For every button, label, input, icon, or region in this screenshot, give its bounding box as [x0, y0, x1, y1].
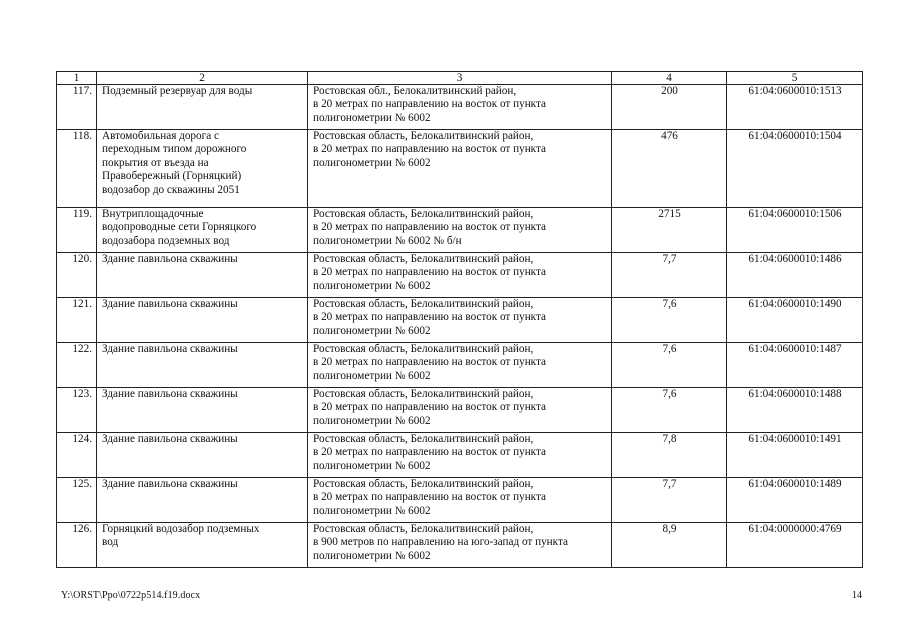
table-row	[57, 85, 863, 130]
cadastral-number: 61:04:0600010:1491	[748, 433, 842, 445]
address-line: полигонометрии № 6002	[313, 156, 431, 169]
cadastral-number-cell	[727, 478, 863, 523]
cadastral-number-cell	[727, 130, 863, 208]
row-number: 124.	[72, 433, 92, 445]
row-number-cell	[57, 343, 97, 388]
address-line: полигонометрии № 6002	[313, 111, 431, 124]
row-number-cell	[57, 253, 97, 298]
object-name-line: Здание павильона скважины	[102, 388, 238, 400]
address-line: полигонометрии № 6002	[313, 279, 431, 292]
row-number: 120.	[72, 253, 92, 265]
address-line: Ростовская область, Белокалитвинский район,	[313, 298, 534, 310]
object-name-line: Горняцкий водозабор подземных	[102, 523, 260, 535]
row-number-cell	[57, 523, 97, 568]
table-row	[57, 253, 863, 298]
row-number-cell	[57, 433, 97, 478]
cadastral-number-cell	[727, 85, 863, 130]
value-cell	[612, 130, 727, 208]
object-value: 476	[661, 130, 678, 142]
address-line: в 20 метрах по направлению на восток от пункта	[313, 266, 546, 279]
object-value: 7,6	[662, 388, 677, 400]
row-number: 121.	[72, 298, 92, 310]
cadastral-number: 61:04:0000000:4769	[748, 523, 842, 535]
value-cell	[612, 343, 727, 388]
address-line: полигонометрии № 6002	[313, 549, 431, 562]
address-line: Ростовская область, Белокалитвинский район,	[313, 478, 534, 490]
cadastral-number-cell	[727, 343, 863, 388]
cadastral-number-cell	[727, 253, 863, 298]
address-line: полигонометрии № 6002	[313, 369, 431, 382]
cadastral-number: 61:04:0600010:1504	[748, 130, 842, 142]
address-line: в 20 метрах по направлению на восток от пункта	[313, 311, 546, 324]
cadastral-number: 61:04:0600010:1488	[748, 388, 842, 400]
row-number: 118.	[72, 130, 92, 142]
value-cell	[612, 253, 727, 298]
header-col-4: 4	[612, 72, 727, 85]
row-number: 122.	[72, 343, 92, 355]
address-cell	[308, 343, 612, 388]
table-row	[57, 478, 863, 523]
address-line: полигонометрии № 6002 № б/н	[313, 234, 462, 247]
object-name-cell	[97, 343, 308, 388]
cadastral-number: 61:04:0600010:1489	[748, 478, 842, 490]
address-cell	[308, 478, 612, 523]
row-number: 126.	[72, 523, 92, 535]
object-name-cell	[97, 208, 308, 253]
table-row	[57, 433, 863, 478]
row-number: 117.	[72, 85, 92, 97]
address-line: полигонометрии № 6002	[313, 414, 431, 427]
object-name-cell	[97, 478, 308, 523]
value-cell	[612, 85, 727, 130]
object-value: 7,8	[662, 433, 677, 445]
cadastral-number: 61:04:0600010:1486	[748, 253, 842, 265]
object-name-line: покрытия от въезда на	[102, 156, 209, 169]
object-name-line: переходным типом дорожного	[102, 143, 247, 156]
row-number-cell	[57, 478, 97, 523]
object-name-cell	[97, 523, 308, 568]
cadastral-number-cell	[727, 433, 863, 478]
table-body	[57, 85, 863, 568]
object-value: 7,6	[662, 298, 677, 310]
file-path: Y:\ORST\Ppo\0722p514.f19.docx	[61, 590, 201, 601]
object-name-line: водозабор до скважины 2051	[102, 183, 240, 196]
object-name-line: Здание павильона скважины	[102, 343, 238, 355]
object-name-line: Здание павильона скважины	[102, 433, 238, 445]
address-line: Ростовская область, Белокалитвинский район,	[313, 388, 534, 400]
value-cell	[612, 388, 727, 433]
table-row	[57, 298, 863, 343]
object-value: 200	[661, 85, 678, 97]
object-name-line: Правобережный (Горняцкий)	[102, 170, 242, 183]
address-line: Ростовская область, Белокалитвинский район,	[313, 208, 534, 220]
object-name-line: Подземный резервуар для воды	[102, 85, 253, 97]
value-cell	[612, 208, 727, 253]
cadastral-number-cell	[727, 298, 863, 343]
cadastral-number: 61:04:0600010:1506	[748, 208, 842, 220]
header-col-3: 3	[308, 72, 612, 85]
object-name-line: Здание павильона скважины	[102, 478, 238, 490]
table-row	[57, 130, 863, 208]
address-line: в 20 метрах по направлению на восток от пункта	[313, 491, 546, 504]
address-line: полигонометрии № 6002	[313, 324, 431, 337]
object-value: 7,7	[662, 253, 677, 265]
object-name-line: Внутриплощадочные	[102, 208, 204, 220]
address-line: в 20 метрах по направлению на восток от пункта	[313, 356, 546, 369]
object-name-cell	[97, 130, 308, 208]
row-number-cell	[57, 208, 97, 253]
table-row	[57, 388, 863, 433]
address-line: Ростовская область, Белокалитвинский район,	[313, 343, 534, 355]
address-line: Ростовская область, Белокалитвинский район,	[313, 130, 534, 142]
row-number: 119.	[72, 208, 92, 220]
address-line: полигонометрии № 6002	[313, 459, 431, 472]
address-line: Ростовская область, Белокалитвинский район,	[313, 433, 534, 445]
address-cell	[308, 523, 612, 568]
address-line: Ростовская область, Белокалитвинский район,	[313, 523, 534, 535]
address-line: Ростовская обл., Белокалитвинский район,	[313, 85, 517, 97]
object-name-line: вод	[102, 536, 119, 549]
address-line: Ростовская область, Белокалитвинский район,	[313, 253, 534, 265]
object-name-cell	[97, 388, 308, 433]
cadastral-number: 61:04:0600010:1487	[748, 343, 842, 355]
address-line: в 20 метрах по направлению на восток от пункта	[313, 446, 546, 459]
header-col-1: 1	[57, 72, 97, 85]
object-name-line: Здание павильона скважины	[102, 253, 238, 265]
object-name-line: водозабора подземных вод	[102, 234, 230, 247]
header-col-2: 2	[97, 72, 308, 85]
object-name-cell	[97, 85, 308, 130]
object-name-cell	[97, 433, 308, 478]
cadastral-number-cell	[727, 208, 863, 253]
object-name-line: Автомобильная дорога с	[102, 130, 219, 142]
object-value: 7,6	[662, 343, 677, 355]
address-cell	[308, 85, 612, 130]
address-line: в 900 метров по направлению на юго-запад от пункта	[313, 536, 568, 549]
table-row	[57, 208, 863, 253]
address-cell	[308, 433, 612, 478]
address-line: полигонометрии № 6002	[313, 504, 431, 517]
object-value: 2715	[658, 208, 681, 220]
value-cell	[612, 478, 727, 523]
table-row	[57, 523, 863, 568]
address-cell	[308, 208, 612, 253]
address-line: в 20 метрах по направлению на восток от пункта	[313, 98, 546, 111]
header-col-5: 5	[727, 72, 863, 85]
address-line: в 20 метрах по направлению на восток от пункта	[313, 143, 546, 156]
cadastral-number-cell	[727, 388, 863, 433]
table-header-row	[57, 72, 863, 85]
property-table	[56, 71, 863, 568]
row-number: 123.	[72, 388, 92, 400]
row-number-cell	[57, 85, 97, 130]
value-cell	[612, 433, 727, 478]
object-value: 7,7	[662, 478, 677, 490]
address-line: в 20 метрах по направлению на восток от пункта	[313, 401, 546, 414]
object-name-line: Здание павильона скважины	[102, 298, 238, 310]
object-name-line: водопроводные сети Горняцкого	[102, 221, 257, 234]
page-number: 14	[852, 590, 862, 601]
value-cell	[612, 298, 727, 343]
value-cell	[612, 523, 727, 568]
object-name-cell	[97, 298, 308, 343]
cadastral-number: 61:04:0600010:1490	[748, 298, 842, 310]
table-row	[57, 343, 863, 388]
row-number-cell	[57, 388, 97, 433]
address-cell	[308, 130, 612, 208]
cadastral-number: 61:04:0600010:1513	[748, 85, 842, 97]
cadastral-number-cell	[727, 523, 863, 568]
row-number: 125.	[72, 478, 92, 490]
row-number-cell	[57, 298, 97, 343]
address-cell	[308, 298, 612, 343]
address-cell	[308, 253, 612, 298]
row-number-cell	[57, 130, 97, 208]
address-cell	[308, 388, 612, 433]
object-value: 8,9	[662, 523, 677, 535]
address-line: в 20 метрах по направлению на восток от пункта	[313, 221, 546, 234]
object-name-cell	[97, 253, 308, 298]
